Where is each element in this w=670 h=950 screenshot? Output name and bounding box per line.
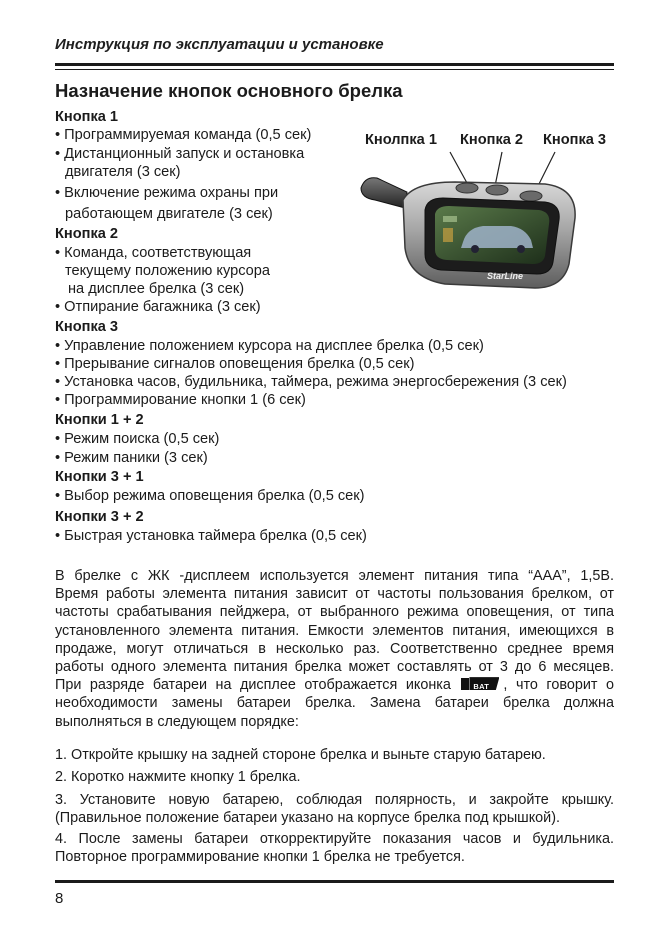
step-line: 2. Коротко нажмите кнопку 1 брелка. <box>55 769 301 785</box>
list-item: • Установка часов, будильника, таймера, режима энергосбережения (3 сек) <box>55 374 567 390</box>
header-rule-thick <box>55 63 614 66</box>
button-1-heading: Кнопка 1 <box>55 109 119 125</box>
step-line: 3. Установите новую батарею, соблюдая полярность, и закройте крышку. <box>55 792 614 808</box>
section-title: Назначение кнопок основного брелка <box>55 80 403 101</box>
fob-label-button-2: Кнопка 2 <box>460 132 524 148</box>
step-line: (Правильное положение батареи указано на корпусе брелка под крышкой). <box>55 810 561 827</box>
paragraph-line: выполняться в следующем порядке: <box>55 713 299 730</box>
paragraph-line: продаже, могут отличаться в несколько раз. Соответственно среднее время <box>55 640 614 657</box>
buttons-1-2-heading: Кнопки 1 + 2 <box>55 412 144 428</box>
paragraph-line: В брелке с ЖК -дисплеем используется элемент питания типа “ААА”, 1,5В. <box>55 568 614 584</box>
button-2-heading: Кнопка 2 <box>55 226 119 242</box>
list-item: • Дистанционный запуск и остановка <box>55 146 305 162</box>
running-header: Инструкция по эксплуатации и установке <box>55 36 384 53</box>
header-rule-thin <box>55 69 614 70</box>
list-item: работающем двигателе (3 сек) <box>65 206 273 222</box>
list-item: • Режим поиска (0,5 сек) <box>55 431 220 447</box>
step-line: 4. После замены батареи откорректируйте показания часов и будильника. <box>55 831 614 847</box>
list-item: • Включение режима охраны при <box>55 185 279 201</box>
buttons-3-1-heading: Кнопки 3 + 1 <box>55 469 144 485</box>
battery-low-icon <box>461 677 501 690</box>
paragraph-line: частоты срабатывания пейджера, от выбранного режима оповещения, от типа <box>55 604 614 621</box>
icon-line-before: При разряде батареи на дисплее отображается иконка <box>55 677 451 694</box>
fob-label-button-3: Кнопка 3 <box>543 132 607 148</box>
list-item: • Программирование кнопки 1 (6 сек) <box>55 392 306 408</box>
paragraph-line: Время работы элемента питания зависит от частоты пользования брелком, от <box>55 586 614 603</box>
list-item: • Программируемая команда (0,5 сек) <box>55 127 312 143</box>
paragraph-line-with-icon <box>55 676 614 694</box>
paragraph-line: работы одного элемента питания брелка может составлять от 3 до 6 месяцев. <box>55 658 614 675</box>
list-item: • Команда, соответствующая <box>55 245 252 261</box>
step-line: Повторное программирование кнопки 1 брелка не требуется. <box>55 849 465 866</box>
buttons-3-2-heading: Кнопки 3 + 2 <box>55 509 144 525</box>
list-item: • Выбор режима оповещения брелка (0,5 сек) <box>55 488 365 504</box>
list-item: • Быстрая установка таймера брелка (0,5 сек) <box>55 528 367 544</box>
paragraph-line: необходимости замены батареи брелка. Замена батареи брелка должна <box>55 695 614 712</box>
list-item: • Управление положением курсора на дисплее брелка (0,5 сек) <box>55 338 484 354</box>
list-item: • Прерывание сигналов оповещения брелка (0,5 сек) <box>55 356 415 372</box>
fob-label-button-1: Кнолпка 1 <box>365 132 437 148</box>
step-1 <box>55 746 614 764</box>
footer-rule <box>55 880 614 883</box>
step-4 <box>55 830 614 866</box>
list-item: • Режим паники (3 сек) <box>55 450 208 466</box>
list-item: • Отпирание багажника (3 сек) <box>55 299 261 315</box>
step-3 <box>55 791 614 827</box>
step-2 <box>55 768 614 786</box>
paragraph-line: установленного элемента питания. Емкости элементов питания, имеющихся в <box>55 622 614 639</box>
battery-paragraph <box>55 567 614 731</box>
list-item: на дисплее брелка (3 сек) <box>68 281 245 297</box>
list-item: текущему положению курсора <box>65 263 271 279</box>
icon-line-after: , что говорит о <box>503 677 614 694</box>
page-number: 8 <box>55 890 64 907</box>
step-line: 1. Откройте крышку на задней стороне брелка и выньте старую батарею. <box>55 747 546 763</box>
battery-icon-label: BAT <box>473 682 490 692</box>
list-item: двигателя (3 сек) <box>65 164 181 180</box>
button-3-heading: Кнопка 3 <box>55 319 119 335</box>
key-fob-illustration <box>355 128 625 303</box>
fob-brand-logo: StarLine <box>487 271 524 281</box>
